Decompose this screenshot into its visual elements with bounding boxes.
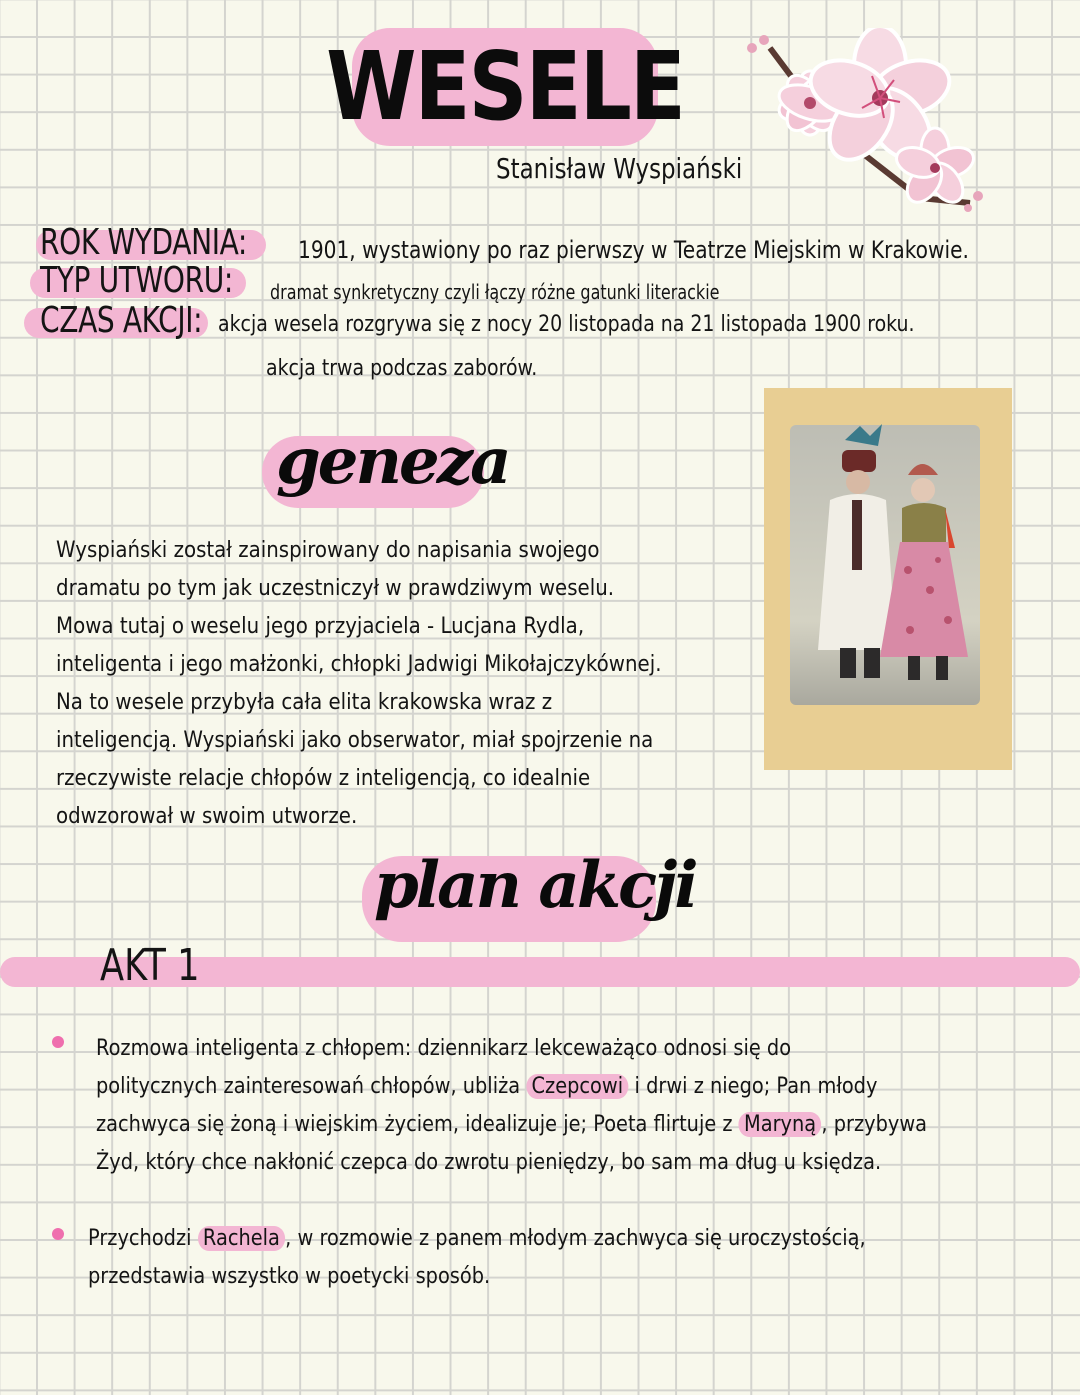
highlight-rachela: Rachela [198, 1226, 286, 1251]
highlight-czepcowi: Czepcowi [526, 1074, 628, 1099]
geneza-line: inteligencją. Wyspiański jako obserwator, miał spojrzenie na [56, 728, 654, 753]
geneza-line: Mowa tutaj o weselu jego przyjaciela - Lucjana Rydla, [56, 614, 585, 639]
text: zachwyca się żoną i wiejskim życiem, idealizuje je; Poeta flirtuje z [96, 1112, 739, 1137]
plan-bullet-2 [88, 1220, 972, 1296]
text: Przychodzi [88, 1226, 198, 1251]
bullet-icon [52, 1228, 64, 1240]
text: i drwi z niego; Pan młody [628, 1074, 878, 1099]
page-title: WESELE [326, 32, 684, 142]
value-czas-akcji: akcja wesela rozgrywa się z nocy 20 listopada na 21 listopada 1900 roku. [218, 312, 915, 337]
text: , w rozmowie z panem młodym zachwyca się uroczystością, [285, 1226, 866, 1251]
bullet-line [96, 1106, 927, 1144]
label-rok-wydania: ROK WYDANIA: [40, 222, 247, 263]
bullet-line [96, 1068, 927, 1106]
plan-bullet-1 [96, 1030, 1040, 1182]
value-czas-akcji-2: akcja trwa podczas zaborów. [266, 356, 538, 381]
heading-plan-akcji: plan akcji [374, 848, 696, 923]
bullet-line: Rozmowa inteligenta z chłopem: dziennikarz lekceważąco odnosi się do [96, 1036, 792, 1061]
bullet-icon [52, 1036, 64, 1048]
folk-couple-icon [790, 420, 990, 710]
highlight-maryna: Maryną [739, 1112, 822, 1137]
label-czas-akcji: CZAS AKCJI: [40, 300, 203, 341]
geneza-line: inteligenta i jego małżonki, chłopki Jadwigi Mikołajczykównej. [56, 652, 662, 677]
geneza-paragraph [56, 532, 729, 836]
geneza-line: odwzorował w swoim utworze. [56, 804, 358, 829]
value-typ-utworu: dramat synkretyczny czyli łączy różne gatunki literackie [270, 280, 720, 304]
label-typ-utworu: TYP UTWORU: [40, 260, 233, 301]
value-rok-wydania: 1901, wystawiony po raz pierwszy w Teatrze Miejskim w Krakowie. [298, 236, 969, 264]
author-name: Stanisław Wyspiański [496, 152, 743, 185]
bullet-line: przedstawia wszystko w poetycki sposób. [88, 1264, 491, 1289]
act-title: AKT 1 [100, 940, 200, 991]
heading-geneza: geneza [276, 424, 509, 499]
geneza-line: dramatu po tym jak uczestniczył w prawdziwym weselu. [56, 576, 615, 601]
geneza-line: Wyspiański został zainspirowany do napisania swojego [56, 538, 600, 563]
text: politycznych zainteresowań chłopów, ubliża [96, 1074, 527, 1099]
geneza-line: rzeczywiste relacje chłopów z inteligencją, co idealnie [56, 766, 591, 791]
text: , przybywa [821, 1112, 928, 1137]
bullet-line: Żyd, który chce nakłonić czepca do zwrotu pieniędzy, bo sam ma dług u księdza. [96, 1150, 882, 1175]
geneza-line: Na to wesele przybyła cała elita krakowska wraz z [56, 690, 553, 715]
bullet-line [88, 1220, 866, 1258]
cherry-blossom-icon [740, 28, 1010, 213]
